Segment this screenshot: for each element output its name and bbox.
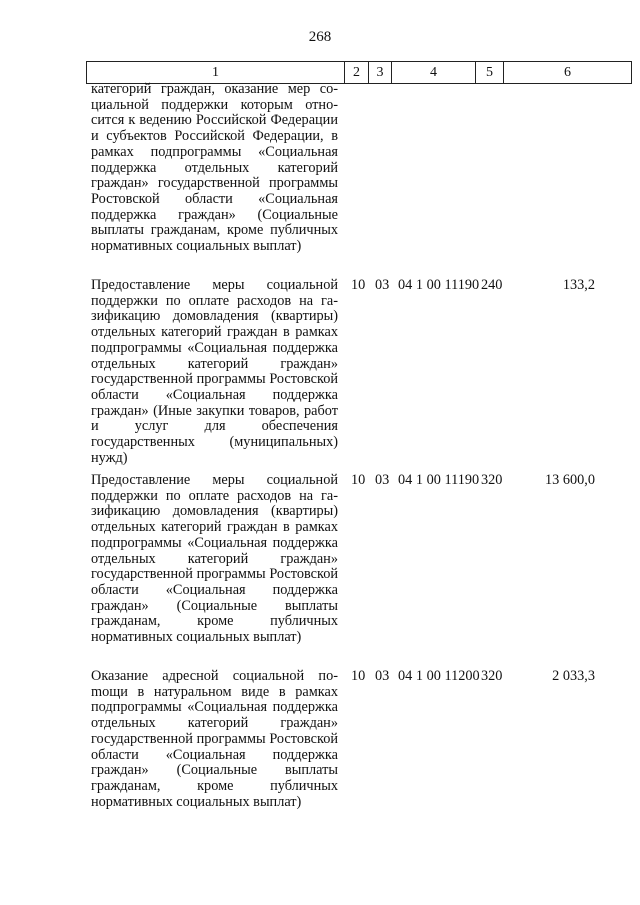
row-expense-type: 320 bbox=[481, 668, 503, 684]
row-description: категорий граждан, оказание мер социальной поддержки которым относится к ведению Российской Федерации и субъектов Российской Федерации, в рамках подпрограммы «Социальная поддержка отдельных категорий граждан» государственной программы Ростовской области «Социальная поддержка граждан» (Социальные выплаты гражданам, кроме публичных нормативных социальных выплат) bbox=[91, 81, 338, 255]
row-amount: 133,2 bbox=[562, 277, 595, 293]
column-header-4: 4 bbox=[392, 62, 476, 84]
column-header-5: 5 bbox=[476, 62, 504, 84]
row-amount: 2 033,3 bbox=[552, 668, 595, 684]
row-expense-type: 320 bbox=[481, 472, 503, 488]
row-section: 10 bbox=[351, 277, 366, 293]
row-subsection: 03 bbox=[375, 668, 390, 684]
page-number: 268 bbox=[308, 29, 332, 45]
row-section: 10 bbox=[351, 472, 366, 488]
row-subsection: 03 bbox=[375, 472, 390, 488]
row-section: 10 bbox=[351, 668, 366, 684]
row-target-code: 04 1 00 11190 bbox=[398, 472, 480, 488]
column-header-2: 2 bbox=[345, 62, 369, 84]
row-description: Предоставление меры социальной поддержки по оплате расходов на газификацию домовладения (квартиры) отдельных категорий граждан в рамках подпрограммы «Социальная поддержка отдельных категорий граждан» государственной программы Ростовской области «Социальная поддержка граждан» (Иные закупки товаров, работ и услуг для обеспечения государственных (муниципальных) нужд) bbox=[91, 277, 338, 466]
row-amount: 13 600,0 bbox=[544, 472, 595, 488]
row-description: Оказание адресной социальной поmощи в натуральном виде в рамках подпрограммы «Социальная поддержка отдельных категорий граждан» государственной программы Ростовской области «Социальная поддержка граждан» (Социальные выплаты гражданам, кроме публичных нормативных социальных выплат) bbox=[91, 668, 338, 810]
column-header-3: 3 bbox=[369, 62, 392, 84]
row-subsection: 03 bbox=[375, 277, 390, 293]
row-description: Предоставление меры социальной поддержки по оплате расходов на газификацию домовладения (квартиры) отдельных категорий граждан в рамках подпрограммы «Социальная поддержка отдельных категорий граждан» государственной программы Ростовской области «Социальная поддержка граждан» (Социальные выплаты гражданам, кроме публичных нормативных социальных выплат) bbox=[91, 472, 338, 646]
column-header-6: 6 bbox=[504, 62, 632, 84]
row-target-code: 04 1 00 11190 bbox=[398, 277, 480, 293]
row-expense-type: 240 bbox=[481, 277, 503, 293]
column-header-1: 1 bbox=[87, 62, 345, 84]
row-target-code: 04 1 00 11200 bbox=[398, 668, 480, 684]
